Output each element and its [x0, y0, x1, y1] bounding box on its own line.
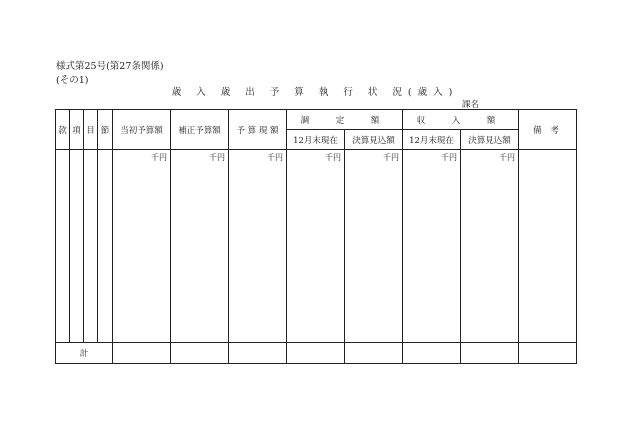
header-supplementary-budget: 補正予算額 — [171, 110, 229, 150]
body-moku-cell[interactable] — [84, 150, 98, 343]
header-received-settlement-estimate: 決算見込額 — [461, 130, 519, 150]
department-label: 課名 — [462, 100, 480, 110]
table-body-row — [56, 150, 577, 343]
sub-number: (その1) — [56, 75, 89, 86]
body-received-estimate-cell[interactable] — [461, 150, 519, 343]
body-assessed-dec-cell[interactable] — [287, 150, 345, 343]
total-supplementary-budget-cell[interactable] — [171, 343, 229, 364]
form-number: 様式第25号(第27条関係) — [56, 61, 164, 72]
body-supplementary-budget-cell[interactable] — [171, 150, 229, 343]
header-remarks: 備 考 — [519, 110, 577, 150]
body-kan-cell[interactable] — [56, 150, 70, 343]
total-initial-budget-cell[interactable] — [113, 343, 171, 364]
header-assessed-dec-current: 12月末現在 — [287, 130, 345, 150]
header-kou: 項 — [70, 110, 84, 150]
unit-label: 千円 — [441, 153, 458, 162]
unit-label: 千円 — [151, 153, 167, 162]
header-kan: 款 — [56, 110, 70, 150]
header-current-budget: 予 算 現 額 — [229, 110, 287, 150]
total-received-dec-cell[interactable] — [403, 343, 461, 364]
body-remarks-cell[interactable] — [519, 150, 577, 343]
unit-label: 千円 — [209, 153, 225, 162]
header-initial-budget: 当初予算額 — [113, 110, 171, 150]
total-assessed-estimate-cell[interactable] — [345, 343, 403, 364]
total-row — [56, 343, 577, 364]
unit-label: 千円 — [499, 153, 516, 162]
header-received-dec-current: 12月末現在 — [403, 130, 461, 150]
unit-label: 千円 — [267, 153, 283, 162]
body-current-budget-cell[interactable] — [229, 150, 287, 343]
body-received-dec-cell[interactable] — [403, 150, 461, 343]
total-received-estimate-cell[interactable] — [461, 343, 519, 364]
total-remarks-cell[interactable] — [519, 343, 577, 364]
header-received-amount: 収 入 額 — [403, 110, 519, 130]
header-moku: 目 — [84, 110, 98, 150]
header-setsu: 節 — [98, 110, 113, 150]
body-setsu-cell[interactable] — [98, 150, 113, 343]
unit-label: 千円 — [325, 153, 341, 162]
body-kou-cell[interactable] — [70, 150, 84, 343]
body-assessed-estimate-cell[interactable] — [345, 150, 403, 343]
total-label: 計 — [56, 343, 113, 364]
total-current-budget-cell[interactable] — [229, 343, 287, 364]
header-assessed-settlement-estimate: 決算見込額 — [345, 130, 403, 150]
budget-execution-table — [55, 109, 577, 364]
header-assessed-amount: 調 定 額 — [287, 110, 403, 130]
total-assessed-dec-cell[interactable] — [287, 343, 345, 364]
unit-label: 千円 — [383, 153, 400, 162]
document-title: 歳 入 歳 出 予 算 執 行 状 況(歳入) — [171, 87, 459, 98]
body-initial-budget-cell[interactable] — [113, 150, 171, 343]
